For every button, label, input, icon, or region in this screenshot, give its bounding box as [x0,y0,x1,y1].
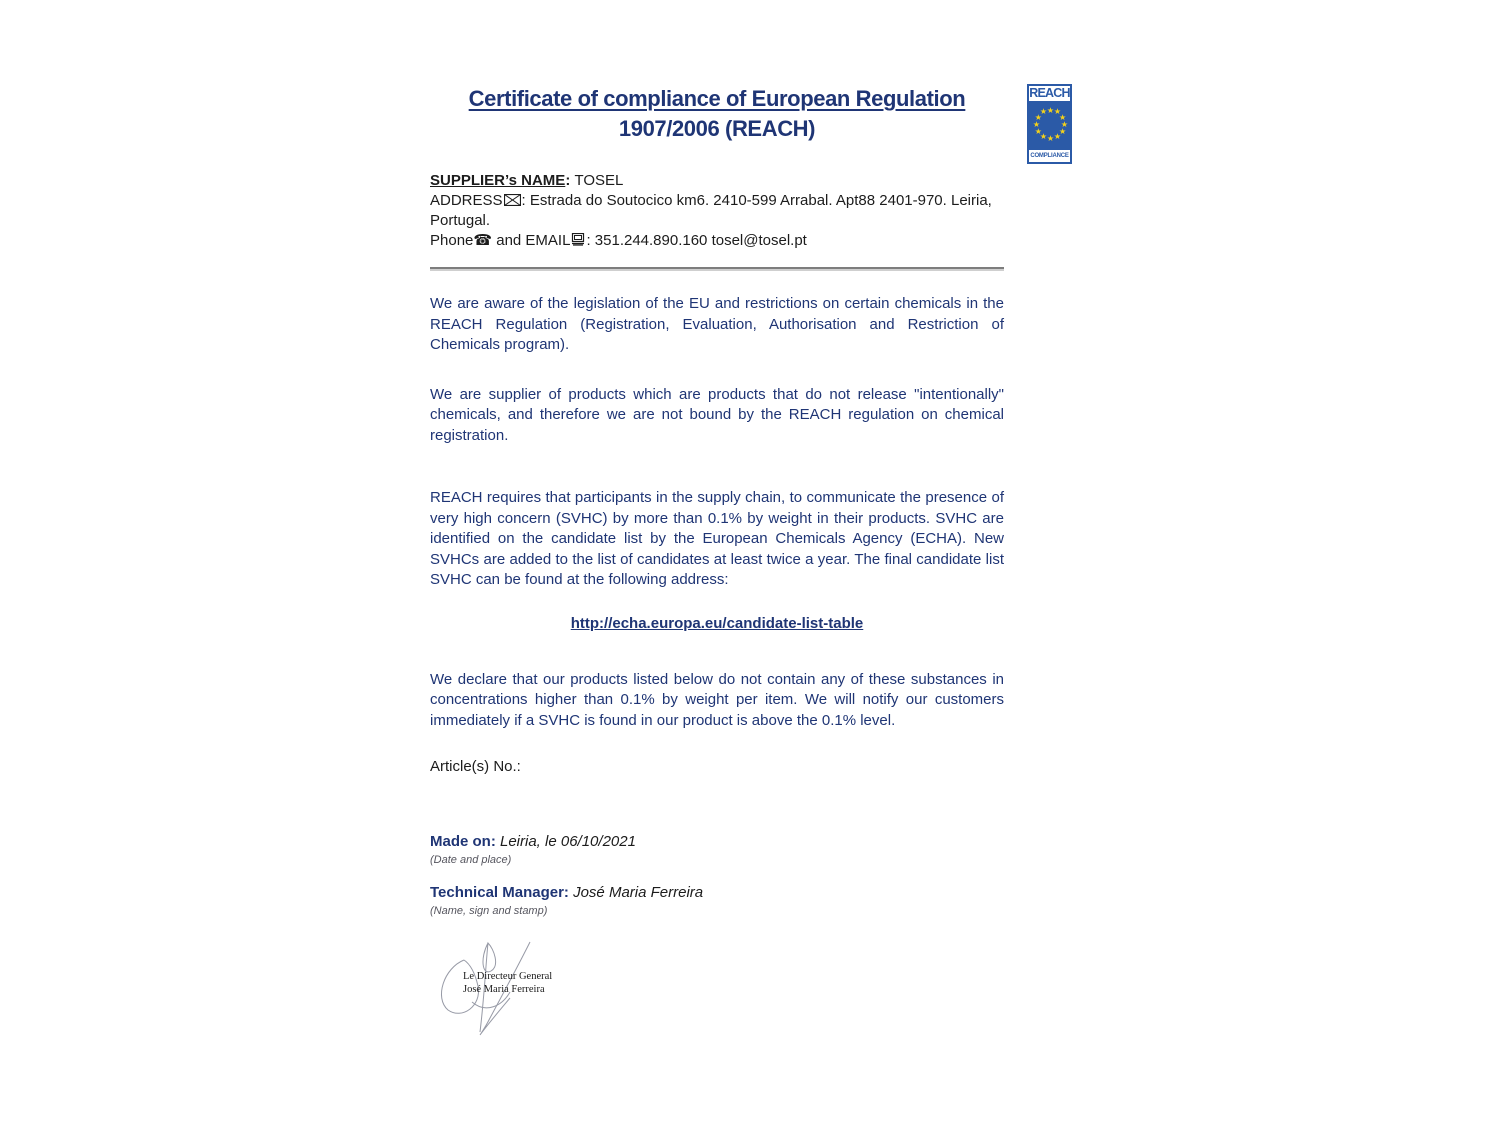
name-sign-stamp-note: (Name, sign and stamp) [430,905,548,917]
phone-icon: ☎ [473,230,493,249]
eu-star-icon: ★ [1034,112,1042,122]
horizontal-rule [430,267,1004,269]
supplier-name-value: TOSEL [574,172,624,189]
signature-stamp-line-2: José Maria Ferreira [463,984,545,995]
eu-star-icon: ★ [1059,112,1067,122]
candidate-list-link-line [430,615,1004,633]
supplier-name-label: SUPPLIER’s NAME [430,172,566,189]
email-label: and EMAIL [492,231,571,249]
technical-manager-line [430,884,1004,902]
eu-star-icon: ★ [1039,107,1048,117]
eu-star-icon: ★ [1046,133,1055,143]
technical-manager-label: Technical Manager: [430,884,574,901]
made-on-value: Leiria, le 06/10/2021 [500,833,636,850]
eu-star-icon: ★ [1053,131,1062,141]
articles-no-label: Article(s) No.: [430,758,521,775]
supplier-contact-line [430,231,1004,252]
supplier-address-line [430,191,1004,231]
reach-compliance-logo [1027,84,1072,164]
paragraph-supplier-statement: We are supplier of products which are products that do not release "intentionally" chemicals, and therefore we are not bound by the REACH regulation on chemical registration. [430,385,1004,444]
made-on-line [430,833,1004,851]
reach-logo-text: REACH [1029,86,1070,100]
eu-flag-icon [1028,102,1071,149]
address-value: : Estrada do Soutocico km6. 2410-599 Arrabal. Apt88 2401-970. Leiria, Portugal. [430,191,992,229]
address-label: ADDRESS [430,191,503,209]
certificate-body [430,84,1004,1040]
signature-stamp-text [463,970,552,996]
eu-star-icon: ★ [1039,131,1048,141]
eu-star-icon: ★ [1034,126,1042,136]
page-title [430,84,1004,144]
phone-label: Phone [430,231,474,249]
eu-star-icon: ★ [1059,126,1067,136]
date-place-note: (Date and place) [430,854,512,866]
title-line-2: 1907/2006 (REACH) [618,116,816,141]
supplier-name-separator: : [565,172,575,189]
supplier-name-line [430,171,1004,191]
eu-star-icon: ★ [1032,119,1041,129]
eu-star-icon: ★ [1053,107,1062,117]
contact-value: : 351.244.890.160 tosel@tosel.pt [586,231,807,249]
signature-stamp-line-1: Le Directeur General [463,971,553,982]
eu-star-icon: ★ [1046,105,1055,115]
paragraph-awareness: We are aware of the legislation of the EU and restrictions on certain chemicals in the REACH Regulation (Registration, Evaluation, Authorisation and Restriction of Chemicals program). [430,295,1004,353]
made-on-label: Made on: [430,833,500,850]
eu-star-icon: ★ [1060,119,1069,129]
envelope-icon [504,192,521,212]
supplier-info [430,171,1004,251]
signature-block [430,940,580,1040]
paragraph-svhc-requirements: REACH requires that participants in the supply chain, to communicate the presence of very high concern (SVHC) by more than 0.1% by weight in their products. SVHC are identified on the candidate list by the European Chemicals Agency (ECHA). New SVHCs are added to the list of candidates at least twice a year. The final candidate list SVHC can be found at the following address: [430,489,1004,588]
paragraph-declaration: We declare that our products listed below do not contain any of these substances in concentrations higher than 0.1% by weight per item. We will notify our customers immediately if a SVHC is found in our product is above the 0.1% level. [430,670,1004,729]
title-line-1: Certificate of compliance of European Regulation [468,86,966,111]
technical-manager-value: José Maria Ferreira [573,884,704,901]
computer-icon [571,232,585,252]
compliance-logo-text: COMPLIANCE [1028,149,1071,163]
candidate-list-link[interactable]: http://echa.europa.eu/candidate-list-table [570,614,864,632]
